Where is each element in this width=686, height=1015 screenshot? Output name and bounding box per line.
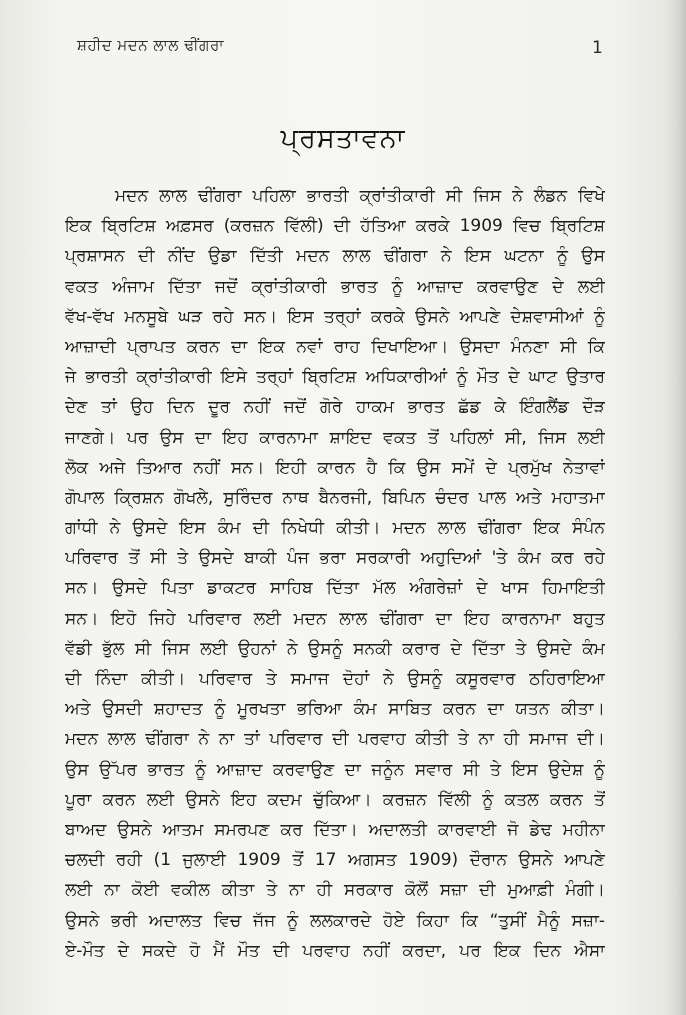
text-line: ਸਨ। ਉਸਦੇ ਪਿਤਾ ਡਾਕਟਰ ਸਾਹਿਬ ਦਿੱਤਾ ਮੱਲ ਅੰਗਰੇਜ਼ਾਂ ਦੇ ਖਾਸ ਹਿਮਾਇਤੀ	[65, 578, 605, 599]
text-line: ਜੇ ਭਾਰਤੀ ਕ੍ਰਾਂਤੀਕਾਰੀ ਇਸੇ ਤਰ੍ਹਾਂ ਬ੍ਰਿਟਿਸ਼ ਅਧਿਕਾਰੀਆਂ ਨੂੰ ਮੌਤ ਦੇ ਘਾਟ ਉਤਾਰ	[65, 367, 605, 388]
body-paragraph	[65, 181, 605, 966]
text-line: ਪ੍ਰਸ਼ਾਸਨ ਦੀ ਨੀਂਦ ਉਡਾ ਦਿੱਤੀ ਮਦਨ ਲਾਲ ਢੀਂਗਰਾ ਨੇ ਇਸ ਘਟਨਾ ਨੂੰ ਉਸ	[65, 246, 605, 267]
text-line: ਗਾਂਧੀ ਨੇ ਉਸਦੇ ਇਸ ਕੰਮ ਦੀ ਨਿਖੇਧੀ ਕੀਤੀ। ਮਦਨ ਲਾਲ ਢੀਂਗਰਾ ਇਕ ਸੰਪੰਨ	[65, 518, 605, 539]
text-line: ਗੋਪਾਲ ਕ੍ਰਿਸ਼ਨ ਗੋਖਲੇ, ਸੁਰਿੰਦਰ ਨਾਥ ਬੈਨਰਜੀ, ਬਿਪਿਨ ਚੰਦਰ ਪਾਲ ਅਤੇ ਮਹਾਤਮਾ	[65, 487, 605, 508]
text-line: ਬਾਅਦ ਉਸਨੇ ਆਤਮ ਸਮਰਪਣ ਕਰ ਦਿੱਤਾ। ਅਦਾਲਤੀ ਕਾਰਵਾਈ ਜੋ ਡੇਢ ਮਹੀਨਾ	[65, 819, 605, 840]
text-line: ਪਰਿਵਾਰ ਤੋਂ ਸੀ ਤੇ ਉਸਦੇ ਬਾਕੀ ਪੰਜ ਭਰਾ ਸਰਕਾਰੀ ਅਹੁਦਿਆਂ 'ਤੇ ਕੰਮ ਕਰ ਰਹੇ	[65, 548, 605, 569]
text-line: ਵੱਡੀ ਭੁੱਲ ਸੀ ਜਿਸ ਲਈ ਉਹਨਾਂ ਨੇ ਉਸਨੂੰ ਸਨਕੀ ਕਰਾਰ ਦੇ ਦਿੱਤਾ ਤੇ ਉਸਦੇ ਕੰਮ	[65, 638, 605, 659]
text-line: ਮਦਨ ਲਾਲ ਢੀਂਗਰਾ ਨੇ ਨਾ ਤਾਂ ਪਰਿਵਾਰ ਦੀ ਪਰਵਾਹ ਕੀਤੀ ਤੇ ਨਾ ਹੀ ਸਮਾਜ ਦੀ।	[65, 729, 605, 750]
text-line: ਇਕ ਬ੍ਰਿਟਿਸ਼ ਅਫ਼ਸਰ (ਕਰਜ਼ਨ ਵਿੱਲੀ) ਦੀ ਹੱਤਿਆ ਕਰਕੇ 1909 ਵਿਚ ਬ੍ਰਿਟਿਸ਼	[65, 216, 605, 237]
text-line: ਚਲਦੀ ਰਹੀ (1 ਜੁਲਾਈ 1909 ਤੋਂ 17 ਅਗਸਤ 1909) ਦੌਰਾਨ ਉਸਨੇ ਆਪਣੇ	[65, 850, 605, 871]
text-line: ਅਤੇ ਉਸਦੀ ਸ਼ਹਾਦਤ ਨੂੰ ਮੂਰਖਤਾ ਭਰਿਆ ਕੰਮ ਸਾਬਿਤ ਕਰਨ ਦਾ ਯਤਨ ਕੀਤਾ।	[65, 699, 605, 720]
text-line: ਮਦਨ ਲਾਲ ਢੀਂਗਰਾ ਪਹਿਲਾ ਭਾਰਤੀ ਕ੍ਰਾਂਤੀਕਾਰੀ ਸੀ ਜਿਸ ਨੇ ਲੰਡਨ ਵਿਖੇ	[115, 186, 605, 206]
page-number: 1	[592, 38, 603, 58]
running-header-title: ਸ਼ਹੀਦ ਮਦਨ ਲਾਲ ਢੀਂਗਰਾ	[77, 36, 225, 54]
text-line: ਦੇਣ ਤਾਂ ਉਹ ਦਿਨ ਦੂਰ ਨਹੀਂ ਜਦੋਂ ਗੋਰੇ ਹਾਕਮ ਭਾਰਤ ਛੱਡ ਕੇ ਇੰਗਲੈਂਡ ਦੌੜ	[65, 397, 605, 418]
text-line: ਉਸਨੇ ਭਰੀ ਅਦਾਲਤ ਵਿਚ ਜੱਜ ਨੂੰ ਲਲਕਾਰਦੇ ਹੋਏ ਕਿਹਾ ਕਿ “ਤੁਸੀਂ ਮੈਨੂੰ ਸਜ਼ਾ-	[65, 910, 605, 931]
text-line: ਆਜ਼ਾਦੀ ਪ੍ਰਾਪਤ ਕਰਨ ਦਾ ਇਕ ਨਵਾਂ ਰਾਹ ਦਿਖਾਇਆ। ਉਸਦਾ ਮੰਨਣਾ ਸੀ ਕਿ	[65, 336, 605, 357]
text-line: ਦੀ ਨਿੰਦਾ ਕੀਤੀ। ਪਰਿਵਾਰ ਤੇ ਸਮਾਜ ਦੋਹਾਂ ਨੇ ਉਸਨੂੰ ਕਸੂਰਵਾਰ ਠਹਿਰਾਇਆ	[65, 669, 605, 689]
text-line: ਵਕਤ ਅੰਜਾਮ ਦਿੱਤਾ ਜਦੋਂ ਕ੍ਰਾਂਤੀਕਾਰੀ ਭਾਰਤ ਨੂੰ ਆਜ਼ਾਦ ਕਰਵਾਉਣ ਦੇ ਲਈ	[65, 276, 605, 297]
chapter-title: ਪ੍ਰਸਤਾਵਨਾ	[280, 123, 406, 154]
text-line: ਪੂਰਾ ਕਰਨ ਲਈ ਉਸਨੇ ਇਹ ਕਦਮ ਚੁੱਕਿਆ। ਕਰਜ਼ਨ ਵਿੱਲੀ ਨੂੰ ਕਤਲ ਕਰਨ ਤੋਂ	[65, 789, 605, 810]
text-line: ਉਸ ਉੱਪਰ ਭਾਰਤ ਨੂੰ ਆਜ਼ਾਦ ਕਰਵਾਉਣ ਦਾ ਜਨੂੰਨ ਸਵਾਰ ਸੀ ਤੇ ਇਸ ਉਦੇਸ਼ ਨੂੰ	[65, 759, 605, 780]
text-line: ਲਈ ਨਾ ਕੋਈ ਵਕੀਲ ਕੀਤਾ ਤੇ ਨਾ ਹੀ ਸਰਕਾਰ ਕੋਲੋਂ ਸਜ਼ਾ ਦੀ ਮੁਆਫ਼ੀ ਮੰਗੀ।	[65, 880, 605, 901]
text-line: ਲੋਕ ਅਜੇ ਤਿਆਰ ਨਹੀਂ ਸਨ। ਇਹੀ ਕਾਰਨ ਹੈ ਕਿ ਉਸ ਸਮੇਂ ਦੇ ਪ੍ਰਮੁੱਖ ਨੇਤਾਵਾਂ	[65, 457, 605, 478]
text-line: ਸਨ। ਇਹੋ ਜਿਹੇ ਪਰਿਵਾਰ ਲਈ ਮਦਨ ਲਾਲ ਢੀਂਗਰਾ ਦਾ ਇਹ ਕਾਰਨਾਮਾ ਬਹੁਤ	[65, 608, 605, 629]
text-line: ਜਾਣਗੇ। ਪਰ ਉਸ ਦਾ ਇਹ ਕਾਰਨਾਮਾ ਸ਼ਾਇਦ ਵਕਤ ਤੋਂ ਪਹਿਲਾਂ ਸੀ, ਜਿਸ ਲਈ	[65, 427, 605, 448]
text-line: ਏ-ਮੌਤ ਦੇ ਸਕਦੇ ਹੋ ਮੈਂ ਮੌਤ ਦੀ ਪਰਵਾਹ ਨਹੀਂ ਕਰਦਾ, ਪਰ ਇਕ ਦਿਨ ਐਸਾ	[65, 940, 605, 961]
text-line: ਵੱਖ-ਵੱਖ ਮਨਸੂਬੇ ਘੜ ਰਹੇ ਸਨ। ਇਸ ਤਰ੍ਹਾਂ ਕਰਕੇ ਉਸਨੇ ਆਪਣੇ ਦੇਸ਼ਵਾਸੀਆਂ ਨੂੰ	[65, 306, 605, 327]
